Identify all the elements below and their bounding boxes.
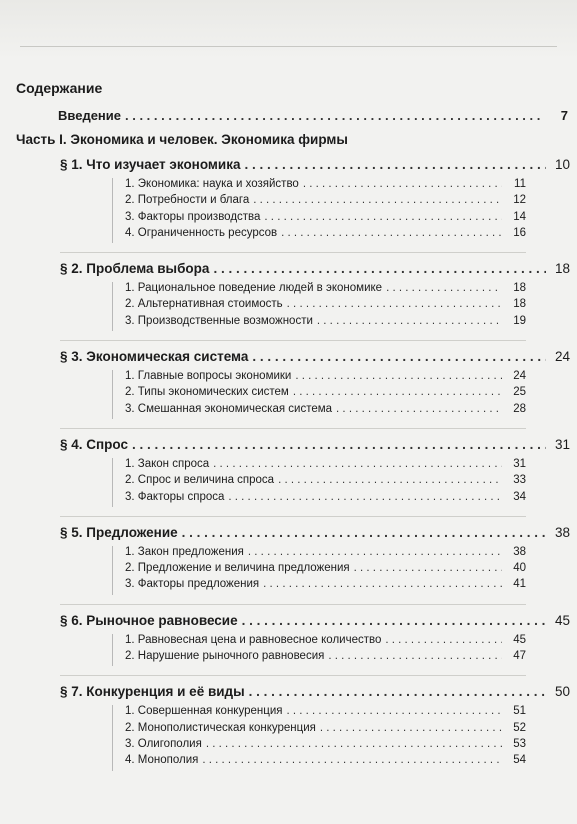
page-number: 45 bbox=[513, 633, 526, 646]
page-number: 31 bbox=[554, 436, 570, 452]
dot-leader bbox=[248, 546, 502, 558]
page-number: 34 bbox=[513, 490, 526, 503]
subsection-label: 2. Предложение и величина предложения bbox=[125, 562, 350, 575]
subsection-label: 1. Экономика: наука и хозяйство bbox=[125, 178, 299, 190]
dot-leader bbox=[287, 298, 502, 310]
subsection-entry[interactable] bbox=[113, 705, 526, 721]
page-number: 52 bbox=[513, 721, 526, 734]
subsection-label: 2. Альтернативная стоимость bbox=[125, 298, 283, 311]
dot-leader bbox=[228, 491, 502, 503]
dot-leader bbox=[242, 613, 546, 628]
subsection-entry[interactable] bbox=[113, 578, 526, 594]
page-number: 24 bbox=[513, 370, 526, 383]
subsection-entry[interactable] bbox=[113, 178, 526, 194]
page-number: 41 bbox=[513, 578, 526, 591]
section-divider bbox=[60, 428, 526, 429]
page-number: 14 bbox=[513, 210, 526, 223]
toc-entry-introduction[interactable] bbox=[16, 108, 568, 123]
section-divider bbox=[60, 252, 526, 253]
page-number: 31 bbox=[513, 457, 526, 470]
subsection-entry[interactable] bbox=[113, 458, 526, 474]
subsection-list bbox=[112, 705, 526, 770]
section-heading[interactable] bbox=[16, 525, 570, 545]
subsection-label: 1. Равновесная цена и равновесное количество bbox=[125, 633, 382, 646]
subsection-label: 3. Производственные возможности bbox=[125, 314, 313, 327]
page-number: 12 bbox=[513, 194, 526, 207]
page-number: 18 bbox=[513, 298, 526, 311]
page-number: 18 bbox=[554, 261, 570, 277]
section-label: § 5. Предложение bbox=[60, 524, 178, 540]
dot-leader bbox=[253, 194, 502, 206]
subsection-label: 1. Закон спроса bbox=[125, 457, 210, 470]
page-number: 38 bbox=[513, 545, 526, 558]
subsection-label: 4. Монополия bbox=[125, 754, 199, 767]
subsection-list bbox=[112, 634, 526, 667]
subsection-entry[interactable] bbox=[113, 298, 526, 314]
page-number: 25 bbox=[513, 386, 526, 399]
subsection-entry[interactable] bbox=[113, 738, 526, 754]
page-number: 10 bbox=[554, 157, 570, 172]
toc-section bbox=[16, 157, 570, 243]
subsection-label: 4. Ограниченность ресурсов bbox=[125, 226, 278, 239]
section-label: § 3. Экономическая система bbox=[60, 349, 249, 365]
subsection-list bbox=[112, 370, 526, 419]
dot-leader bbox=[317, 315, 502, 327]
dot-leader bbox=[202, 754, 502, 766]
dot-leader bbox=[354, 562, 502, 574]
subsection-list bbox=[112, 282, 526, 331]
page-number: 19 bbox=[513, 314, 526, 327]
top-margin-line bbox=[20, 46, 557, 47]
dot-leader bbox=[252, 349, 546, 364]
subsection-label: 2. Потребности и блага bbox=[125, 194, 250, 207]
toc-section bbox=[16, 261, 570, 331]
page-number: 33 bbox=[513, 474, 526, 487]
section-divider bbox=[60, 675, 526, 676]
toc-section bbox=[16, 684, 570, 770]
page-number: 11 bbox=[514, 178, 526, 190]
section-heading[interactable] bbox=[16, 349, 570, 369]
subsection-entry[interactable] bbox=[113, 650, 526, 666]
dot-leader bbox=[328, 650, 502, 662]
page-number: 45 bbox=[554, 612, 570, 628]
page-number: 16 bbox=[513, 226, 526, 239]
subsection-label: 1. Закон предложения bbox=[125, 545, 244, 558]
dot-leader bbox=[213, 261, 546, 276]
dot-leader bbox=[264, 211, 502, 223]
subsection-entry[interactable] bbox=[113, 370, 526, 386]
section-heading[interactable] bbox=[16, 613, 570, 633]
subsection-entry[interactable] bbox=[113, 491, 526, 507]
dot-leader bbox=[263, 578, 502, 590]
dot-leader bbox=[278, 474, 502, 486]
subsection-label: 1. Совершенная конкуренция bbox=[125, 705, 283, 718]
dot-leader bbox=[125, 108, 544, 123]
dot-leader bbox=[386, 282, 502, 294]
section-label: § 4. Спрос bbox=[60, 436, 128, 452]
page-number: 53 bbox=[513, 737, 526, 750]
section-divider bbox=[60, 516, 526, 517]
section-label: § 6. Рыночное равновесие bbox=[60, 612, 238, 628]
subsection-label: 2. Спрос и величина спроса bbox=[125, 474, 275, 487]
subsection-label: 3. Смешанная экономическая система bbox=[125, 402, 333, 415]
subsection-label: 3. Олигополия bbox=[125, 737, 202, 750]
dot-leader bbox=[303, 178, 502, 190]
dot-leader bbox=[281, 227, 502, 239]
page-number: 40 bbox=[513, 562, 526, 575]
dot-leader bbox=[244, 157, 546, 172]
subsection-list bbox=[112, 178, 526, 243]
subsection-label: 2. Монополистическая конкуренция bbox=[125, 721, 316, 734]
subsection-label: 1. Главные вопросы экономики bbox=[125, 370, 292, 383]
dot-leader bbox=[132, 437, 546, 452]
toc-section bbox=[16, 349, 570, 419]
toc-section bbox=[16, 436, 570, 507]
contents-title: Содержание bbox=[16, 80, 103, 96]
subsection-entry[interactable] bbox=[113, 194, 526, 210]
section-label: § 2. Проблема выбора bbox=[60, 261, 210, 277]
dot-leader bbox=[249, 684, 546, 699]
subsection-entry[interactable] bbox=[113, 634, 526, 650]
section-heading[interactable] bbox=[16, 261, 570, 281]
dot-leader bbox=[295, 370, 502, 382]
subsection-entry[interactable] bbox=[113, 211, 526, 227]
subsection-entry[interactable] bbox=[113, 227, 526, 243]
toc-section bbox=[16, 524, 570, 595]
page-number: 24 bbox=[554, 349, 570, 365]
part-heading: Часть I. Экономика и человек. Экономика фирмы bbox=[16, 132, 348, 147]
subsection-label: 1. Рациональное поведение людей в экономике bbox=[125, 282, 383, 295]
subsection-label: 3. Факторы предложения bbox=[125, 578, 260, 591]
subsection-list bbox=[112, 546, 526, 595]
page-number: 28 bbox=[513, 402, 526, 415]
subsection-entry[interactable] bbox=[113, 754, 526, 770]
subsection-entry[interactable] bbox=[113, 386, 526, 402]
subsection-entry[interactable] bbox=[113, 562, 526, 578]
subsection-label: 3. Факторы производства bbox=[125, 210, 261, 223]
dot-leader bbox=[213, 458, 502, 470]
dot-leader bbox=[336, 403, 502, 415]
dot-leader bbox=[182, 525, 546, 540]
page-number: 54 bbox=[513, 754, 526, 767]
table-of-contents bbox=[16, 80, 570, 780]
section-heading[interactable] bbox=[16, 157, 570, 177]
subsection-label: 2. Нарушение рыночного равновесия bbox=[125, 650, 325, 663]
subsection-label: 3. Факторы спроса bbox=[125, 490, 225, 503]
subsection-label: 2. Типы экономических систем bbox=[125, 386, 289, 399]
subsection-entry[interactable] bbox=[113, 403, 526, 419]
page-number: 50 bbox=[554, 684, 570, 700]
page-number: 7 bbox=[560, 108, 568, 123]
dot-leader bbox=[286, 705, 502, 717]
section-label: § 1. Что изучает экономика bbox=[60, 157, 241, 172]
section-label: § 7. Конкуренция и её виды bbox=[60, 684, 245, 700]
section-divider bbox=[60, 604, 526, 605]
dot-leader bbox=[293, 386, 502, 398]
toc-section bbox=[16, 612, 570, 667]
page-number: 51 bbox=[513, 705, 526, 718]
subsection-entry[interactable] bbox=[113, 546, 526, 562]
subsection-entry[interactable] bbox=[113, 315, 526, 331]
subsection-entry[interactable] bbox=[113, 474, 526, 490]
dot-leader bbox=[385, 634, 502, 646]
entry-label: Введение bbox=[58, 108, 121, 123]
section-heading[interactable] bbox=[16, 684, 570, 704]
subsection-list bbox=[112, 458, 526, 507]
section-divider bbox=[60, 340, 526, 341]
page-number: 38 bbox=[554, 524, 570, 540]
subsection-entry[interactable] bbox=[113, 282, 526, 298]
section-heading[interactable] bbox=[16, 437, 570, 457]
subsection-entry[interactable] bbox=[113, 722, 526, 738]
page-number: 47 bbox=[513, 650, 526, 663]
dot-leader bbox=[320, 722, 502, 734]
top-margin-shadow bbox=[0, 0, 577, 60]
page-number: 18 bbox=[513, 282, 526, 295]
dot-leader bbox=[206, 738, 502, 750]
